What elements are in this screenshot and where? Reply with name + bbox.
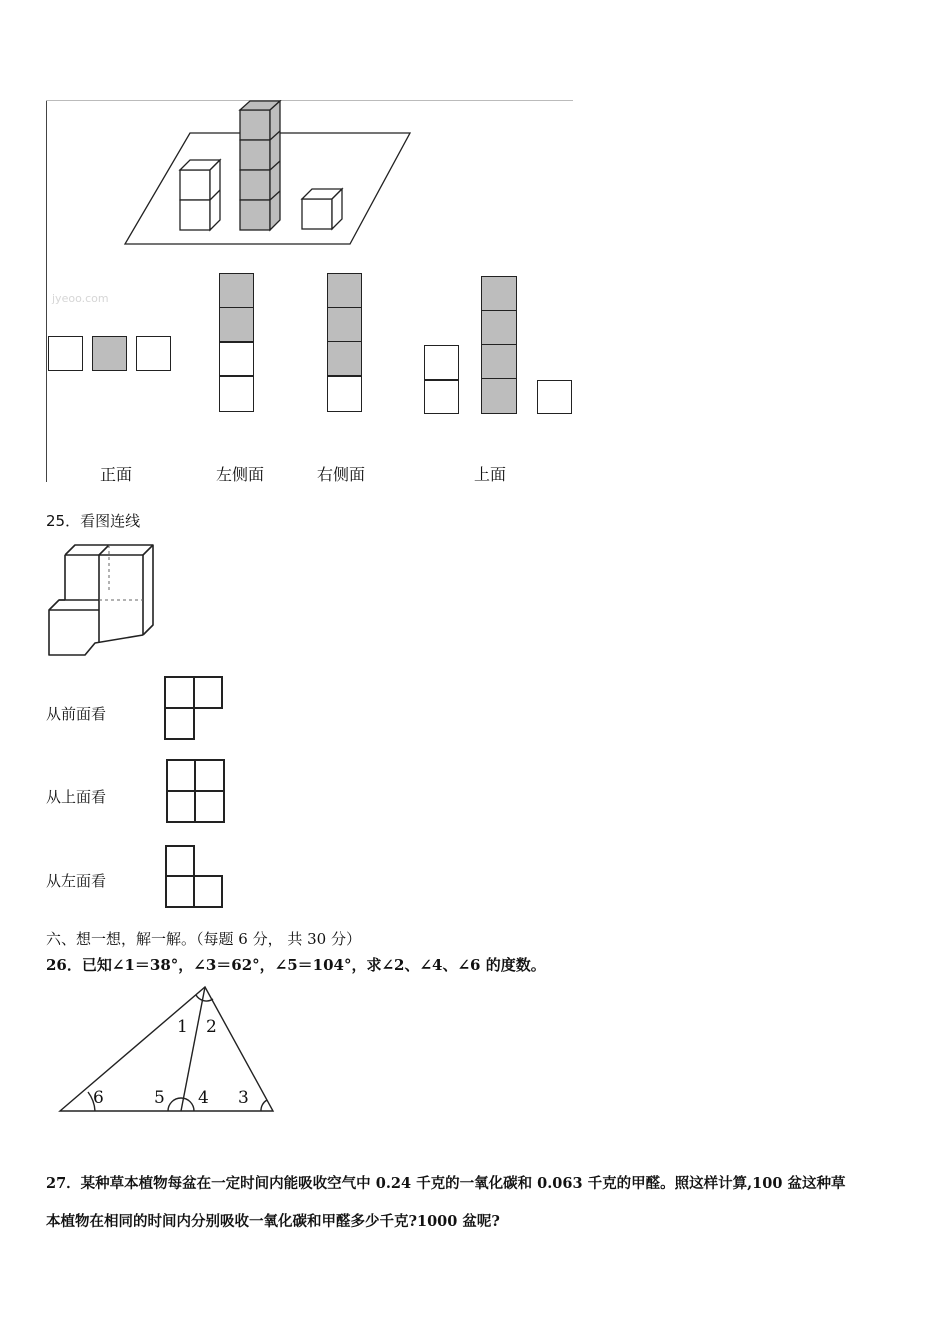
watermark: jyeoo.com [52, 292, 109, 305]
left-view-square-3 [219, 341, 254, 377]
cube-stack-tall-gray [240, 101, 280, 230]
right-view-square-3 [327, 341, 362, 377]
caption-right-side: 右侧面 [317, 465, 366, 484]
section6-heading: 六、想一想，解一解。（每题 6 分， 共 30 分） [46, 930, 361, 948]
left-view-square-1 [219, 273, 254, 309]
q25-view-shape-3 [164, 844, 224, 909]
angle-label-6: 6 [93, 1088, 104, 1108]
caption-left-side: 左侧面 [216, 465, 265, 484]
top-view-mid-square-2 [481, 310, 517, 346]
angle-label-3: 3 [238, 1088, 249, 1108]
right-view-square-2 [327, 307, 362, 343]
caption-front: 正面 [100, 465, 133, 484]
q27-line-1: 27．某种草本植物每盆在一定时间内能吸收空气中 0.24 千克的一氧化碳和 0.063 千克的甲醛。照这样计算,100 盆这种草 [46, 1175, 846, 1192]
angle-label-1: 1 [177, 1017, 188, 1037]
cube-stack-left [180, 160, 220, 230]
front-view-square-3 [136, 336, 171, 371]
caption-top: 上面 [474, 465, 507, 484]
front-view-square-1 [48, 336, 83, 371]
q26-triangle-figure [55, 985, 280, 1117]
front-view-square-2 [92, 336, 127, 371]
angle-label-2: 2 [206, 1017, 217, 1037]
angle-label-4: 4 [198, 1088, 209, 1108]
top-view-mid-square-3 [481, 344, 517, 380]
angle-label-5: 5 [154, 1088, 165, 1108]
q26-text: 26．已知∠1＝38°，∠3＝62°，∠5＝104°，求∠2、∠4、∠6 的度数。 [46, 956, 546, 974]
right-view-square-1 [327, 273, 362, 309]
q25-title: 25．看图连线 [46, 512, 141, 530]
top-view-mid-square-1 [481, 276, 517, 312]
top-view-left-square-1 [424, 345, 459, 381]
isometric-cube-scene [120, 100, 420, 250]
q25-view-shape-2 [165, 758, 227, 824]
left-view-square-2 [219, 307, 254, 343]
q25-view-label-1: 从前面看 [46, 705, 107, 723]
left-view-square-4 [219, 375, 254, 412]
q25-block-drawing [45, 543, 157, 661]
q25-view-label-3: 从左面看 [46, 872, 107, 890]
q25-view-shape-1 [164, 676, 224, 741]
figure-frame-left [46, 100, 47, 482]
top-view-mid-square-4 [481, 378, 517, 414]
q27-line-2: 本植物在相同的时间内分别吸收一氧化碳和甲醛多少千克?1000 盆呢? [46, 1213, 500, 1230]
cube-single-right [302, 189, 342, 229]
right-view-square-4 [327, 375, 362, 412]
q25-view-label-2: 从上面看 [46, 788, 107, 806]
top-view-left-square-2 [424, 379, 459, 414]
top-view-right-square [537, 380, 572, 414]
